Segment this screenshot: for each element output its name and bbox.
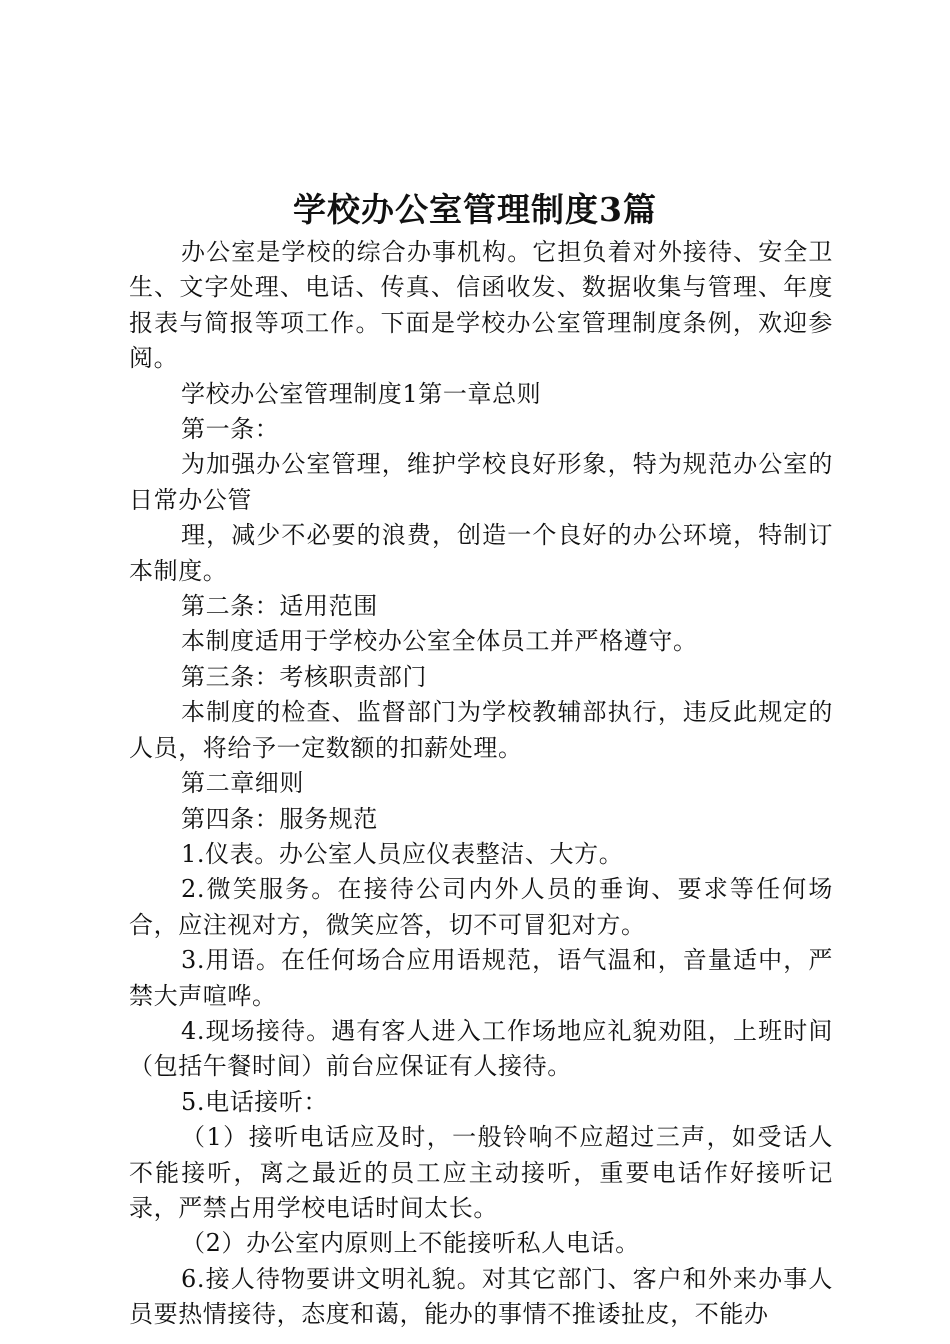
paragraph-item-5: 5.电话接听：: [181, 1087, 329, 1116]
paragraph-article-3-heading: 第三条：考核职责部门: [181, 662, 427, 691]
paragraph-item-5-1: （1）接听电话应及时，一般铃响不应超过三声，如受话人不能接听，离之最近的员工应主动接听，重要电话作好接听记录，严禁占用学校电话时间太长。: [129, 1123, 833, 1222]
paragraph-item-1: 1.仪表。办公室人员应仪表整洁、大方。: [181, 839, 624, 868]
paragraph-item-2: 2.微笑服务。在接待公司内外人员的垂询、要求等任何场合，应注视对方，微笑应答，切不可冒犯对方。: [129, 875, 833, 939]
paragraph-article-1-heading: 第一条：: [181, 415, 280, 444]
paragraph-article-3-text: 本制度的检查、监督部门为学校教辅部执行，违反此规定的人员，将给予一定数额的扣薪处理。: [129, 698, 833, 762]
paragraph-article-2-text: 本制度适用于学校办公室全体员工并严格遵守。: [181, 627, 698, 656]
paragraph-article-1-text-b: 理，减少不必要的浪费，创造一个良好的办公环境，特制订本制度。: [129, 521, 833, 585]
paragraph-item-4: 4.现场接待。遇有客人进入工作场地应礼貌劝阻，上班时间（包括午餐时间）前台应保证有人接待。: [129, 1016, 833, 1081]
paragraph-article-2-heading: 第二条：适用范围: [181, 592, 378, 621]
paragraph-intro: 办公室是学校的综合办事机构。它担负着对外接待、安全卫生、文字处理、电话、传真、信函收发、数据收集与管理、年度报表与简报等项工作。下面是学校办公室管理制度条例，欢迎参阅。: [129, 238, 833, 373]
paragraph-chapter-2-heading: 第二章细则: [181, 769, 304, 798]
paragraph-item-5-2: （2）办公室内原则上不能接听私人电话。: [181, 1229, 640, 1258]
document-body: [129, 235, 833, 1333]
paragraph-article-4-heading: 第四条：服务规范: [181, 804, 378, 833]
paragraph-item-3: 3.用语。在任何场合应用语规范，语气温和，音量适中，严禁大声喧哗。: [129, 946, 833, 1010]
paragraph-chapter-1-heading: 学校办公室管理制度1第一章总则: [181, 379, 542, 408]
paragraph-article-1-text-a: 为加强办公室管理，维护学校良好形象，特为规范办公室的日常办公管: [129, 450, 833, 514]
document-title: 学校办公室管理制度3篇: [293, 190, 657, 229]
paragraph-item-6: 6.接人待物要讲文明礼貌。对其它部门、客户和外来办事人员要热情接待，态度和蔼，能办的事情不推诿扯皮，不能办: [129, 1264, 833, 1329]
